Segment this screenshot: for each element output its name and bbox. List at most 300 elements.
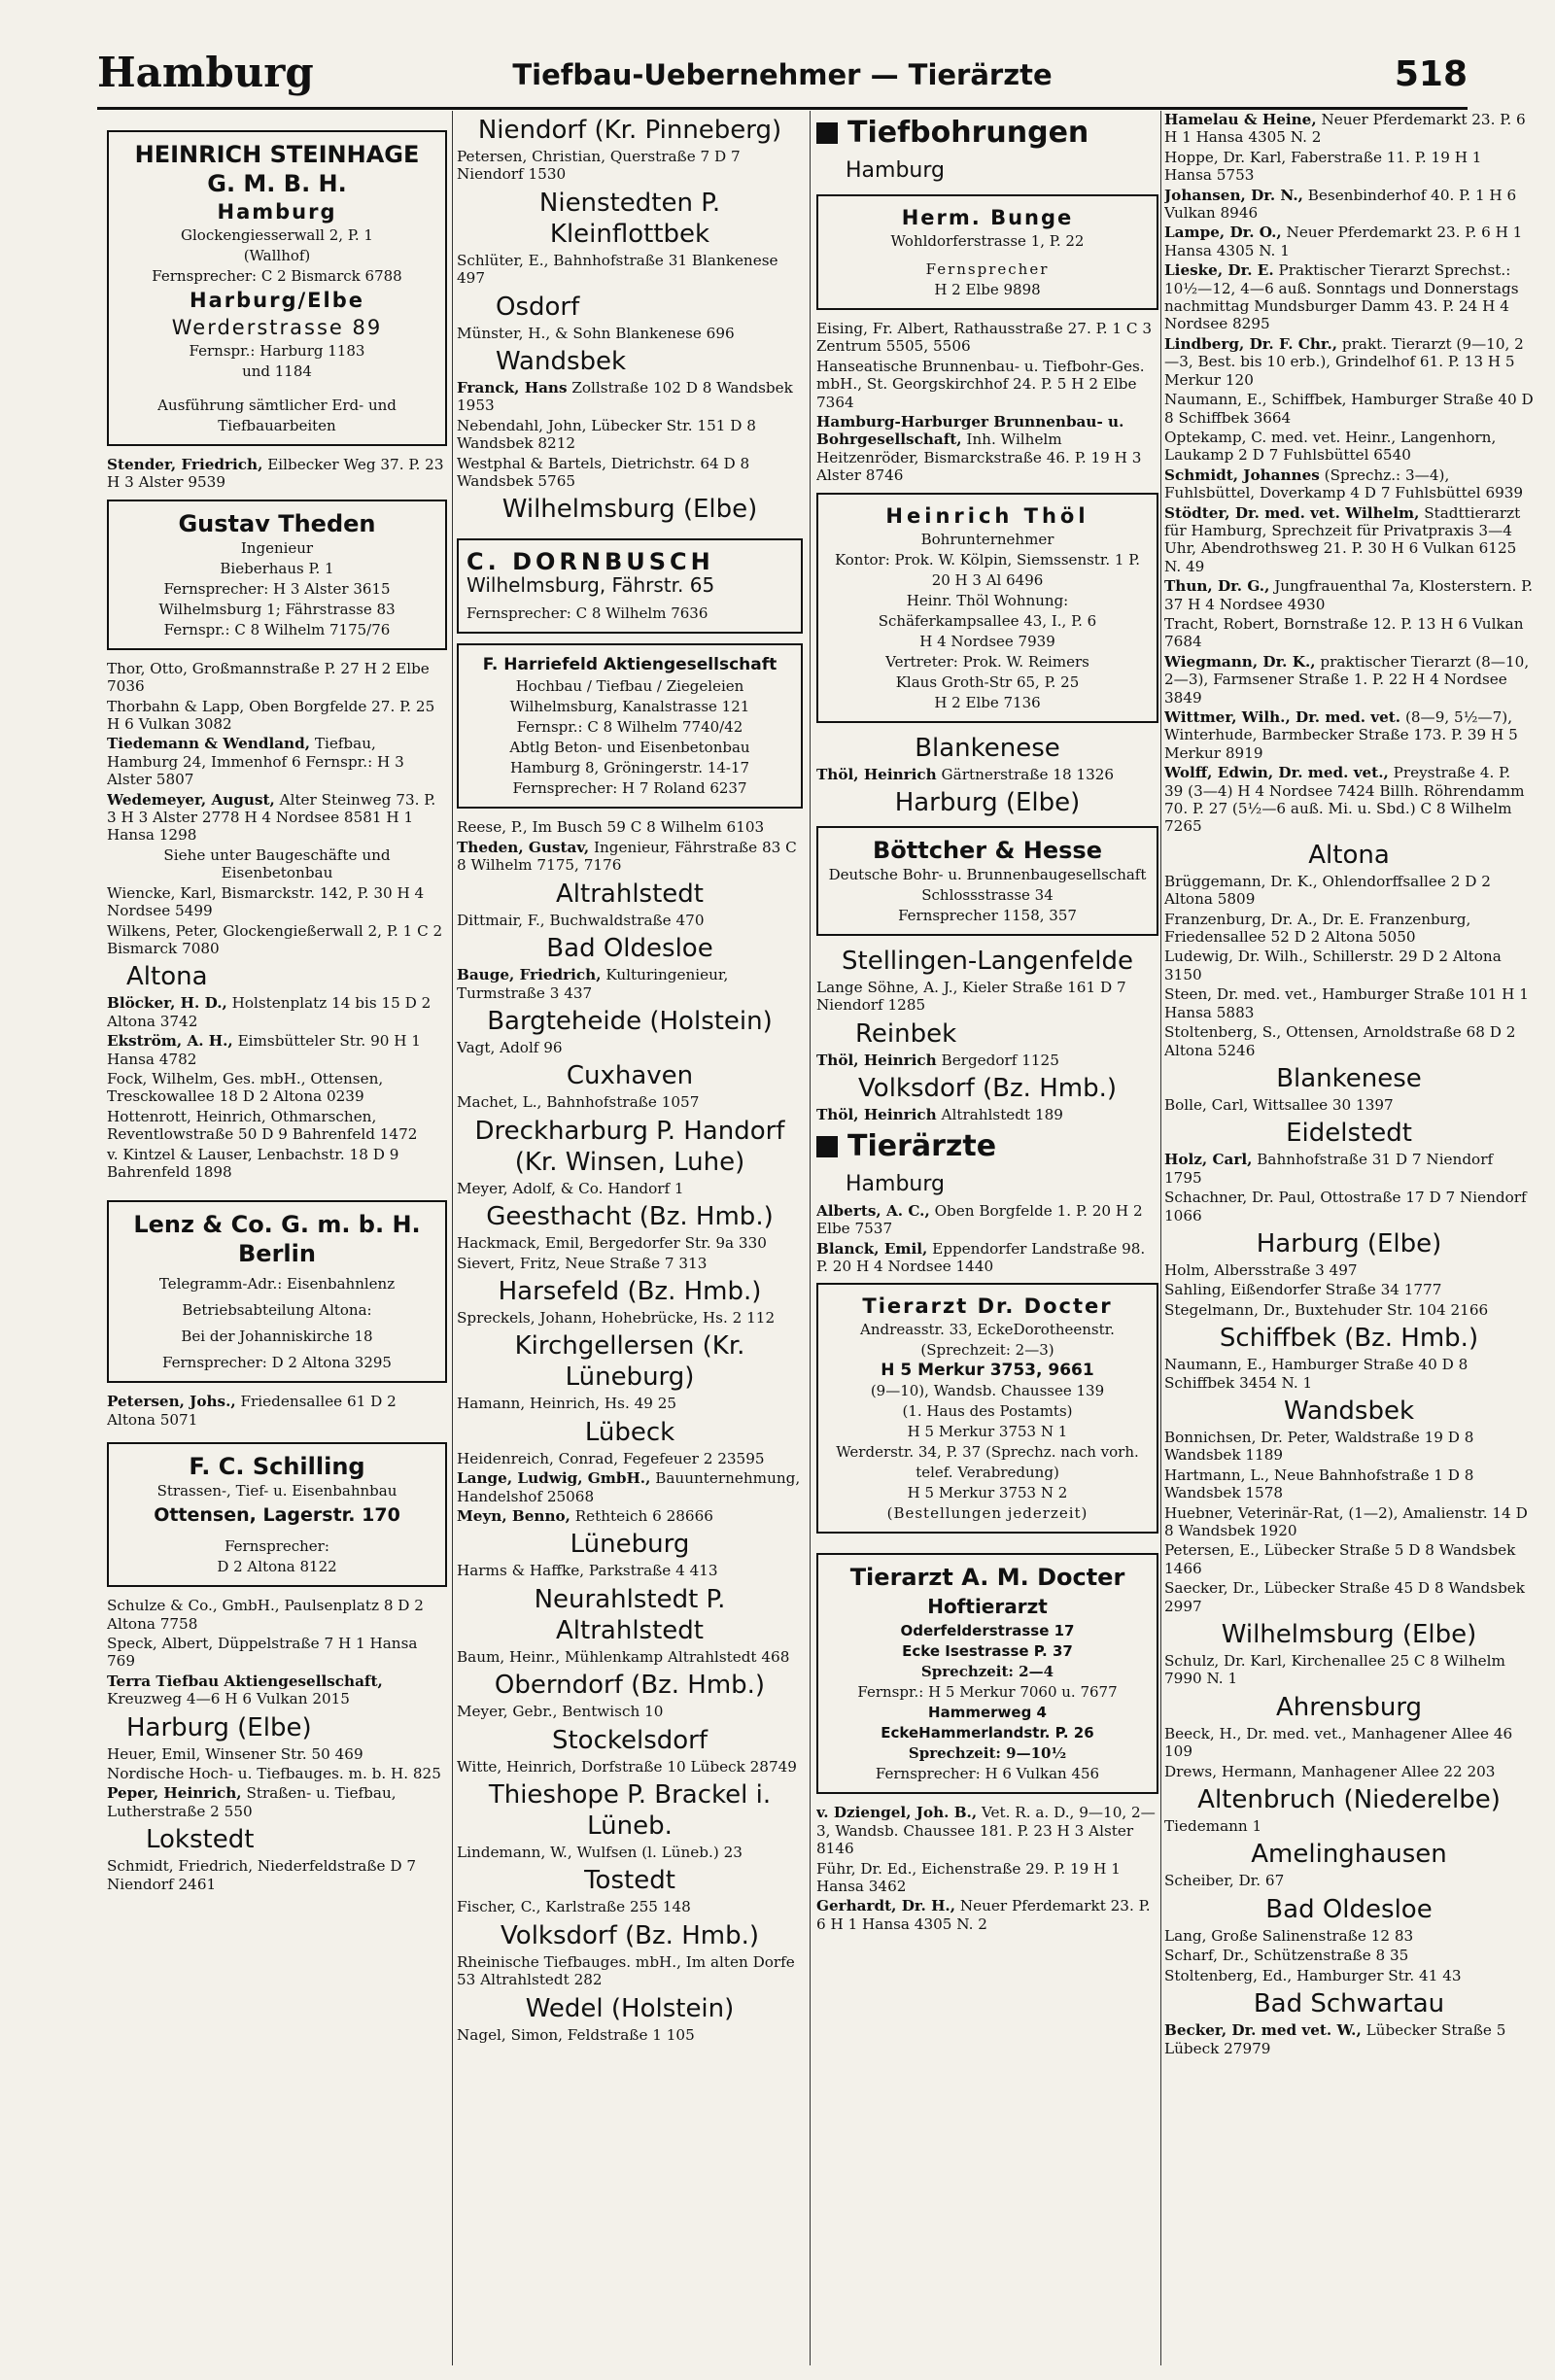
section-heading: Oberndorf (Bz. Hmb.)	[494, 1671, 766, 1701]
ad-am-docter	[816, 1553, 1158, 1794]
ad-steinhage	[107, 130, 447, 446]
ad-title: Tierarzt Dr. Docter	[862, 1294, 1113, 1319]
entry-name: Petersen, Johs.,	[107, 1393, 236, 1411]
ad-title: Lenz & Co. G. m. b. H.	[133, 1211, 421, 1239]
entry-detail: prakt. Tierarzt (9—10, 2—3, Best. bis 10 erb.), Grindelhof 61. P. 13 H 5 Merkur 120	[1164, 334, 1524, 389]
section-heading: Tostedt	[584, 1866, 675, 1896]
entry: Thor, Otto, Großmannstraße P. 27 H 2 Elbe 7036	[107, 659, 430, 696]
entry: Wiencke, Karl, Bismarckstr. 142, P. 30 H 4 Nordsee 5499	[107, 883, 425, 920]
entry: Siehe unter Baugeschäfte und Eisenbetonbau	[163, 845, 391, 882]
column-2	[457, 111, 803, 2365]
entry-detail: (8—9, 5½—7), Winterhude, Barmbecker Straße 173. P. 39 H 5 Merkur 8919	[1164, 708, 1518, 762]
column-1	[107, 111, 447, 2365]
section-heading: Volksdorf (Bz. Hmb.)	[858, 1074, 1117, 1104]
entry	[816, 1804, 1158, 1857]
ad-text: Hochbau / Tiefbau / Ziegeleien	[515, 677, 744, 696]
ad-phone: Fernsprecher: C 2 Bismarck 6788	[152, 267, 402, 285]
entry	[816, 1202, 1158, 1238]
ad-address: Wilhelmsburg, Kanalstrasse 121	[509, 698, 750, 716]
entry: Ludewig, Dr. Wilh., Schillerstr. 29 D 2 Altona 3150	[1164, 948, 1502, 983]
entry-detail: Stadttierarzt für Hamburg, Sprechzeit für Privatpraxis 3—4 Uhr, Abendrothsweg 21. P. 30 H 6 Vulkan 6125 N. 49	[1164, 503, 1521, 575]
entry-detail: Eimsbütteler Str. 90 H 1 Hansa 4782	[107, 1032, 421, 1068]
entry: Hanseatische Brunnenbau- u. Tiefbohr-Ges. mbH., St. Georgskirchhof 24. P. 5 H 2 Elbe 7364	[816, 357, 1145, 411]
section-heading: Hamburg	[846, 158, 945, 183]
ad-phone: H 5 Merkur 3753, 9661	[881, 1361, 1094, 1381]
entry	[107, 1032, 447, 1068]
ad-title: F. Harriefeld Aktiengesellschaft	[482, 655, 778, 675]
entry-detail: Neuer Pferdemarkt 23. P. 6 H 1 Hansa 4305 N. 2	[1164, 111, 1526, 147]
entry-name: Hamburg-Harburger Brunnenbau- u. Bohrgesellschaft,	[816, 413, 1124, 449]
entry: Naumann, E., Schiffbek, Hamburger Straße 40 D 8 Schiffbek 3664	[1164, 391, 1534, 427]
section-heading: Reinbek	[855, 1018, 957, 1049]
entry: Sievert, Fritz, Neue Straße 7 313	[457, 1254, 708, 1272]
entry: Lange Söhne, A. J., Kieler Straße 161 D 7 Niendorf 1285	[816, 979, 1126, 1015]
entry-detail: Bergedorf 1125	[941, 1051, 1059, 1069]
section-heading: Altona	[126, 962, 208, 992]
entry-name: Peper, Heinrich,	[107, 1784, 242, 1803]
entry-detail: Holstenplatz 14 bis 15 D 2 Altona 3742	[107, 994, 432, 1030]
entry-name: Wiegmann, Dr. K.,	[1164, 652, 1316, 671]
ad-text: Vertreter: Prok. W. Reimers	[885, 652, 1089, 671]
ad-address: Hamburg 8, Gröningerstr. 14-17	[509, 759, 750, 777]
entry-detail: Alter Steinweg 73. P. 3 H 3 Alster 2778 H 4 Nordsee 8581 H 1 Hansa 1298	[107, 790, 436, 845]
section-heading: Blankenese	[915, 733, 1060, 763]
ad-title: HEINRICH STEINHAGE	[134, 141, 420, 168]
entry-name: Hamelau & Heine,	[1164, 111, 1317, 128]
ad-address: Werderstr. 34, P. 37 (Sprechz. nach vorh. telef. Verabredung)	[836, 1443, 1139, 1482]
column-3	[816, 111, 1158, 2365]
ad-title: Böttcher & Hesse	[872, 837, 1102, 865]
section-heading: Wedel (Holstein)	[525, 1993, 735, 2023]
ad-address: (9—10), Wandsb. Chaussee 139	[870, 1382, 1105, 1400]
entry: v. Kintzel & Lauser, Lenbachstr. 18 D 9 Bahrenfeld 1898	[107, 1145, 399, 1181]
ad-address: Wilhelmsburg 1; Fährstrasse 83	[158, 600, 396, 618]
section-heading: Dreckharburg P. Handorf (Kr. Winsen, Luhe)	[474, 1116, 785, 1177]
ad-address: Oderfelderstrasse 17	[900, 1622, 1075, 1640]
entry-detail: Kulturingenieur, Turmstraße 3 437	[457, 966, 729, 1002]
entry	[107, 1393, 447, 1429]
entry	[816, 1240, 1158, 1276]
entry: Meyer, Adolf, & Co. Handorf 1	[457, 1179, 684, 1197]
section-heading: Kirchgellersen (Kr. Lüneburg)	[514, 1331, 745, 1393]
entry: Drews, Hermann, Manhagener Allee 22 203	[1164, 1762, 1496, 1780]
entry	[816, 1052, 1158, 1069]
entry: Hottenrott, Heinrich, Othmarschen, Reventlowstraße 50 D 9 Bahrenfeld 1472	[107, 1107, 418, 1144]
entry	[816, 1897, 1158, 1933]
entry: Spreckels, Johann, Hohebrücke, Hs. 2 112	[457, 1308, 776, 1327]
entry: Meyer, Gebr., Bentwisch 10	[457, 1703, 664, 1721]
entry: Nordische Hoch- u. Tiefbauges. m. b. H. 825	[107, 1765, 441, 1783]
entry: Speck, Albert, Düppelstraße 7 H 1 Hansa 769	[107, 1635, 418, 1671]
ad-title: Herm. Bunge	[901, 206, 1074, 229]
entry	[1164, 111, 1534, 147]
ad-address: Andreasstr. 33, EckeDorotheenstr.	[860, 1321, 1115, 1339]
entry-name: Lange, Ludwig, GmbH.,	[457, 1469, 651, 1488]
entry-name: Tiedemann & Wendland,	[107, 735, 310, 753]
ad-thoel	[816, 493, 1158, 723]
entry	[1164, 2021, 1534, 2057]
entry-name: Stödter, Dr. med. vet. Wilhelm,	[1164, 503, 1420, 522]
ad-address: Kontor: Prok. W. Kölpin, Siemssenstr. 1 P. 20 H 3 Al 6496	[834, 550, 1141, 589]
entry: Saecker, Dr., Lübecker Straße 45 D 8 Wandsbek 2997	[1164, 1579, 1525, 1615]
ad-boettcher-hesse	[816, 826, 1158, 936]
ad-subtitle: Ingenieur	[240, 538, 314, 557]
ad-text: Telegramm-Adr.: Eisenbahnlenz	[158, 1275, 396, 1293]
ad-text: Fernsprecher:	[225, 1537, 329, 1556]
entry: Bolle, Carl, Wittsallee 30 1397	[1164, 1095, 1394, 1114]
category-title: Tiefbohrungen	[847, 116, 1089, 150]
entry-name: Lampe, Dr. O.,	[1164, 224, 1282, 242]
entry-detail: Tiefbau, Hamburg 24, Immenhof 6 Fernspr.: H 3 Alster 5807	[107, 735, 404, 789]
entry	[1164, 1151, 1534, 1187]
entry	[1164, 335, 1534, 389]
ad-phone: Fernsprecher: D 2 Altona 3295	[162, 1354, 392, 1372]
header-title: Tiefbau-Uebernehmer — Tierärzte	[512, 58, 1053, 91]
entry	[457, 839, 803, 875]
section-heading: Altona	[1308, 840, 1390, 870]
entry-detail: praktischer Tierarzt (8—10, 2—3), Farmsener Straße 1. P. 22 H 4 Nordsee 3849	[1164, 652, 1530, 707]
entry: Eising, Fr. Albert, Rathausstraße 27. P. 1 C 3 Zentrum 5505, 5506	[816, 320, 1152, 356]
section-heading: Ahrensburg	[1275, 1692, 1423, 1722]
ad-text: Heinr. Thöl Wohnung:	[906, 591, 1069, 609]
entry: Hartmann, L., Neue Bahnhofstraße 1 D 8 Wandsbek 1578	[1164, 1466, 1474, 1502]
ad-title: Gustav Theden	[178, 509, 376, 537]
entry	[816, 766, 1158, 783]
ad-subtitle: Bohrunternehmer	[920, 530, 1054, 548]
ad-phone: Fernspr.: Harburg 1183	[189, 342, 365, 360]
entry: Nagel, Simon, Feldstraße 1 105	[457, 2025, 695, 2044]
entry-detail: Bahnhofstraße 31 D 7 Niendorf 1795	[1164, 1151, 1494, 1187]
entry: Fischer, C., Karlstraße 255 148	[457, 1898, 691, 1916]
entry	[1164, 504, 1534, 576]
entry: Schlüter, E., Bahnhofstraße 31 Blankenese 497	[457, 251, 778, 288]
entry: Vagt, Adolf 96	[457, 1038, 563, 1056]
entry-name: Johansen, Dr. N.,	[1164, 186, 1303, 204]
entry	[457, 379, 803, 415]
ad-phone: und 1184	[242, 362, 312, 380]
entry-name: Schmidt, Johannes	[1164, 466, 1320, 484]
entry: Holm, Albersstraße 3 497	[1164, 1260, 1358, 1279]
entry-detail: Vet. R. a. D., 9—10, 2—3, Wandsb. Chaussee 181. P. 23 H 3 Alster 8146	[816, 1804, 1156, 1858]
entry-detail: Inh. Wilhelm Heitzenröder, Bismarckstraße 46. P. 19 H 3 Alster 8746	[816, 431, 1142, 485]
ad-city: Hamburg	[217, 200, 337, 224]
entry-detail: Friedensallee 61 D 2 Altona 5071	[107, 1393, 397, 1429]
ad-address: Ecke Isestrasse P. 37	[902, 1642, 1073, 1661]
entry: Dittmair, F., Buchwaldstraße 470	[457, 911, 705, 929]
header-city: Hamburg	[97, 49, 314, 96]
entry: Heuer, Emil, Winsener Str. 50 469	[107, 1744, 363, 1763]
ad-bunge	[816, 194, 1158, 310]
entry: Petersen, E., Lübecker Straße 5 D 8 Wandsbek 1466	[1164, 1541, 1516, 1577]
section-heading: Altrahlstedt	[556, 879, 704, 909]
column-divider	[810, 111, 811, 2365]
ad-subtitle: G. M. B. H.	[207, 170, 347, 197]
ad-text: Sprechzeit: 9—10½	[908, 1744, 1067, 1763]
section-heading: Harburg (Elbe)	[126, 1712, 312, 1742]
ad-phone: H 2 Elbe 9898	[934, 281, 1041, 298]
ad-address: Glockengiesserwall 2, P. 1	[181, 226, 373, 244]
entry: Scheiber, Dr. 67	[1164, 1872, 1285, 1890]
ad-dornbusch	[457, 538, 803, 634]
section-heading: Blankenese	[1276, 1063, 1422, 1093]
entry-name: Blöcker, H. D.,	[107, 994, 227, 1013]
entry-name: Theden, Gustav,	[457, 838, 590, 856]
entry: Tiedemann 1	[1164, 1817, 1262, 1836]
ad-phone: H 2 Elbe 7136	[934, 693, 1041, 711]
entry: Nebendahl, John, Lübecker Str. 151 D 8 Wandsbek 8212	[457, 416, 756, 453]
ad-phone: Fernsprecher 1158, 357	[898, 907, 1077, 925]
entry: Witte, Heinrich, Dorfstraße 10 Lübeck 28749	[457, 1757, 797, 1776]
ad-title: Tierarzt A. M. Docter	[849, 1564, 1125, 1592]
section-heading: Eidelstedt	[1286, 1119, 1412, 1149]
entry: Wilkens, Peter, Glockengießerwall 2, P. 1 C 2 Bismarck 7080	[107, 921, 443, 957]
entry-detail: Gärtnerstraße 18 1326	[941, 765, 1115, 783]
entry: Steen, Dr. med. vet., Hamburger Straße 101 H 1 Hansa 5883	[1164, 985, 1529, 1021]
ad-dr-docter	[816, 1283, 1158, 1534]
entry: Huebner, Veterinär-Rat, (1—2), Amalienstr. 14 D 8 Wandsbek 1920	[1164, 1503, 1528, 1539]
ad-address: Hammerweg 4	[928, 1704, 1047, 1722]
ad-phone: H 5 Merkur 3753 N 1	[907, 1423, 1068, 1441]
entry-name: Lindberg, Dr. F. Chr.,	[1164, 334, 1338, 353]
entry	[107, 1784, 447, 1820]
entry-name: Franck, Hans	[457, 379, 568, 397]
section-heading: Stockelsdorf	[551, 1725, 708, 1755]
section-heading: Bad Oldesloe	[1265, 1894, 1433, 1924]
entry: Rheinische Tiefbauges. mbH., Im alten Dorfe 53 Altrahlstedt 282	[457, 1952, 795, 1989]
ad-phone: Fernsprecher: C 8 Wilhelm 7636	[466, 604, 708, 623]
entry	[1164, 708, 1534, 762]
ad-theden	[107, 500, 447, 650]
entry: Machet, L., Bahnhofstraße 1057	[457, 1093, 700, 1112]
entry: Stoltenberg, S., Ottensen, Arnoldstraße 68 D 2 Altona 5246	[1164, 1023, 1516, 1059]
section-heading: Wandsbek	[496, 347, 627, 377]
entry: Heidenreich, Conrad, Fegefeuer 2 23595	[457, 1449, 765, 1467]
entry: Stoltenberg, Ed., Hamburger Str. 41 43	[1164, 1966, 1462, 1984]
entry-detail: Praktischer Tierarzt Sprechst.: 10½—12, 4—6 auß. Sonntags und Donnerstags nachmittag Mundsburger Damm 43. P. 24 H 4 Nordsee 8295	[1164, 261, 1519, 333]
ad-phone: H 5 Merkur 3753 N 2	[907, 1484, 1068, 1502]
section-heading: Hamburg	[846, 1171, 945, 1196]
entry-name: Thöl, Heinrich	[816, 1051, 937, 1069]
entry-name: v. Dziengel, Joh. B.,	[816, 1804, 978, 1822]
category-title: Tierärzte	[847, 1128, 997, 1163]
section-heading: Niendorf (Kr. Pinneberg)	[477, 116, 782, 145]
entry: Brüggemann, Dr. K., Ohlendorffsallee 2 D 2 Altona 5809	[1164, 872, 1491, 909]
ad-lenz	[107, 1200, 447, 1383]
ad-address: Schlossstrasse 34	[921, 886, 1054, 905]
section-heading: Osdorf	[496, 292, 580, 322]
section-heading: Altenbruch (Niederelbe)	[1197, 1785, 1501, 1815]
entry-name: Stender, Friedrich,	[107, 456, 263, 473]
entry: Führ, Dr. Ed., Eichenstraße 29. P. 19 H 1 Hansa 3462	[816, 1859, 1121, 1895]
entry-detail: Neuer Pferdemarkt 23. P. 6 H 1 Hansa 4305 N. 1	[1164, 224, 1523, 259]
entry-name: Ekström, A. H.,	[107, 1032, 233, 1051]
entry: Optekamp, C. med. vet. Heinr., Langenhorn, Laukamp 2 D 7 Fuhlsbüttel 6540	[1164, 428, 1497, 465]
section-heading: Wandsbek	[1283, 1396, 1415, 1426]
entry: Franzenburg, Dr. A., Dr. E. Franzenburg, Friedensallee 52 D 2 Altona 5050	[1164, 910, 1471, 947]
entry-detail: Rethteich 6 28666	[574, 1506, 713, 1525]
ad-address: Werderstrasse 89	[171, 316, 383, 339]
section-heading: Geesthacht (Bz. Hmb.)	[486, 1202, 774, 1232]
page-header	[97, 49, 1468, 102]
page-number: 518	[1394, 54, 1468, 94]
entry-name: Gerhardt, Dr. H.,	[816, 1897, 956, 1915]
ad-title: F. C. Schilling	[189, 1453, 365, 1481]
entry: Schulz, Dr. Karl, Kirchenallee 25 C 8 Wilhelm 7990 N. 1	[1164, 1652, 1505, 1688]
ad-subtitle: Hoftierarzt	[927, 1595, 1048, 1619]
ad-text: (Wallhof)	[243, 247, 311, 264]
entry	[1164, 261, 1534, 333]
entry-detail: Bauunternehmung, Handelshof 25068	[457, 1469, 801, 1505]
section-heading: Stellingen-Langenfelde	[842, 947, 1133, 977]
entry-detail: (Sprechz.: 3—4), Fuhlsbüttel, Doverkamp 4 D 7 Fuhlsbüttel 6939	[1164, 466, 1524, 502]
column-4	[1164, 111, 1534, 2365]
entry-name: Becker, Dr. med vet. W.,	[1164, 2021, 1362, 2040]
entry-name: Meyn, Benno,	[457, 1506, 570, 1525]
entry-name: Terra Tiefbau Aktiengesellschaft,	[107, 1672, 383, 1690]
square-bullet-icon	[816, 122, 838, 144]
entry: Scharf, Dr., Schützenstraße 8 35	[1164, 1947, 1409, 1965]
ad-phone: Fernspr.: C 8 Wilhelm 7175/76	[163, 620, 391, 638]
section-heading: Nienstedten P. Kleinflottbek	[538, 188, 721, 249]
entry-name: Bauge, Friedrich,	[457, 966, 602, 984]
category-heading	[816, 1128, 1158, 1165]
ad-address: Schäferkampsallee 43, I., P. 6	[878, 611, 1097, 630]
ad-phone: H 4 Nordsee 7939	[919, 632, 1055, 650]
entry-name: Blanck, Emil,	[816, 1239, 928, 1258]
entry	[107, 1673, 447, 1708]
ad-title: Heinrich Thöl	[885, 503, 1089, 528]
entry-detail: Zollstraße 102 D 8 Wandsbek 1953	[457, 379, 793, 415]
entry	[457, 1507, 803, 1525]
ad-address: EckeHammerlandstr. P. 26	[881, 1724, 1094, 1742]
entry-detail: Lübecker Straße 5 Lübeck 27979	[1164, 2021, 1506, 2057]
ad-address: Bei der Johanniskirche 18	[181, 1328, 373, 1346]
section-heading: Lokstedt	[146, 1825, 255, 1855]
entry-detail: Altrahlstedt 189	[941, 1106, 1063, 1124]
ad-address: Wilhelmsburg, Fährstr. 65	[466, 573, 715, 598]
ad-harriefeld	[457, 643, 803, 809]
ad-text: Fernsprecher	[925, 260, 1050, 278]
ad-text: Sprechzeit: 2—4	[920, 1663, 1054, 1681]
entry-detail: Ingenieur, Fährstraße 83 C 8 Wilhelm 7175, 7176	[457, 838, 797, 875]
ad-city: Harburg/Elbe	[190, 289, 364, 312]
ad-phone: Fernsprecher: H 3 Alster 3615	[163, 579, 391, 598]
entry	[107, 994, 447, 1030]
ad-address: Klaus Groth-Str 65, P. 25	[895, 673, 1080, 691]
ad-address: Ottensen, Lagerstr. 170	[154, 1504, 400, 1527]
entry: Harms & Haffke, Parkstraße 4 413	[457, 1562, 718, 1580]
entry-name: Wittmer, Wilh., Dr. med. vet.	[1164, 708, 1401, 726]
section-heading: Harburg (Elbe)	[1256, 1228, 1442, 1259]
entry	[1164, 577, 1534, 613]
entry: Münster, H., & Sohn Blankenese 696	[457, 324, 735, 342]
ad-text: (Sprechzeit: 2—3)	[920, 1341, 1054, 1360]
entry	[107, 791, 447, 845]
entry	[107, 735, 447, 788]
entry	[816, 1106, 1158, 1123]
entry-name: Thöl, Heinrich	[816, 1106, 937, 1124]
entry: Fock, Wilhelm, Ges. mbH., Ottensen, Tresckowallee 18 D 2 Altona 0239	[107, 1069, 384, 1106]
section-heading: Amelinghausen	[1251, 1840, 1447, 1870]
entry	[107, 456, 447, 492]
ad-city: Berlin	[238, 1240, 316, 1268]
entry-detail: Oben Borgfelde 1. P. 20 H 2 Elbe 7537	[816, 1201, 1143, 1238]
entry	[1164, 187, 1534, 223]
entry: Naumann, E., Hamburger Straße 40 D 8 Schiffbek 3454 N. 1	[1164, 1356, 1469, 1392]
section-heading: Wilhelmsburg (Elbe)	[501, 495, 758, 525]
ad-address: Bieberhaus P. 1	[220, 559, 334, 577]
ad-phone: Fernsprecher: H 7 Roland 6237	[512, 779, 747, 798]
section-heading: Wilhelmsburg (Elbe)	[1221, 1620, 1477, 1650]
entry: Schachner, Dr. Paul, Ottostraße 17 D 7 Niendorf 1066	[1164, 1189, 1527, 1224]
section-heading: Harsefeld (Bz. Hmb.)	[498, 1276, 762, 1306]
section-heading: Thieshope P. Brackel i. Lüneb.	[488, 1780, 772, 1841]
entry: Baum, Heinr., Mühlenkamp Altrahlstedt 468	[457, 1647, 790, 1666]
entry: Westphal & Bartels, Dietrichstr. 64 D 8 Wandsbek 5765	[457, 454, 750, 491]
ad-subtitle: Deutsche Bohr- u. Brunnenbaugesellschaft	[828, 866, 1147, 884]
ad-text: Abtlg Beton- und Eisenbetonbau	[509, 739, 750, 757]
entry: Stegelmann, Dr., Buxtehuder Str. 104 2166	[1164, 1300, 1489, 1319]
section-heading: Schiffbek (Bz. Hmb.)	[1219, 1324, 1479, 1354]
entry	[1164, 653, 1534, 707]
entry-detail: Kreuzweg 4—6 H 6 Vulkan 2015	[107, 1690, 350, 1708]
ad-address: Wohldorferstrasse 1, P. 22	[890, 232, 1085, 250]
entry-name: Alberts, A. C.,	[816, 1201, 930, 1220]
square-bullet-icon	[816, 1136, 838, 1157]
entry: Petersen, Christian, Querstraße 7 D 7 Niendorf 1530	[457, 148, 741, 184]
header-rule	[97, 107, 1468, 110]
ad-phone: D 2 Altona 8122	[217, 1558, 337, 1576]
ad-text: (Bestellungen jederzeit)	[886, 1504, 1088, 1523]
column-divider	[452, 111, 453, 2365]
ad-phone: Fernspr.: C 8 Wilhelm 7740/42	[516, 718, 743, 737]
entry	[1164, 764, 1534, 836]
ad-phone: Fernsprecher: H 6 Vulkan 456	[875, 1765, 1100, 1783]
entry-name: Lieske, Dr. E.	[1164, 261, 1274, 280]
ad-text: (1. Haus des Postamts)	[902, 1402, 1073, 1421]
entry: Hamann, Heinrich, Hs. 49 25	[457, 1395, 677, 1413]
entry: Schulze & Co., GmbH., Paulsenplatz 8 D 2 Altona 7758	[107, 1597, 424, 1633]
section-heading: Lüneburg	[570, 1530, 690, 1560]
entry	[457, 1469, 803, 1505]
section-heading: Bargteheide (Holstein)	[487, 1006, 773, 1036]
ad-schilling	[107, 1442, 447, 1587]
section-heading: Volksdorf (Bz. Hmb.)	[501, 1920, 759, 1950]
entry: Lang, Große Salinenstraße 12 83	[1164, 1926, 1414, 1945]
entry: Hoppe, Dr. Karl, Faberstraße 11. P. 19 H 1 Hansa 5753	[1164, 148, 1482, 185]
entry	[1164, 224, 1534, 259]
entry-name: Thöl, Heinrich	[816, 765, 937, 783]
section-heading: Neurahlstedt P. Altrahlstedt	[534, 1584, 726, 1645]
entry	[816, 413, 1158, 485]
entry: Reese, P., Im Busch 59 C 8 Wilhelm 6103	[457, 818, 765, 837]
section-heading: Lübeck	[584, 1417, 675, 1447]
entry-detail: Eilbecker Weg 37. P. 23 H 3 Alster 9539	[107, 456, 444, 492]
ad-text: Strassen-, Tief- u. Eisenbahnbau	[156, 1482, 397, 1500]
entry-detail: Straßen- u. Tiefbau, Lutherstraße 2 550	[107, 1784, 397, 1820]
entry-name: Wedemeyer, August,	[107, 790, 275, 809]
entry-detail: Eppendorfer Landstraße 98. P. 20 H 4 Nordsee 1440	[816, 1239, 1146, 1275]
entry-name: Wolff, Edwin, Dr. med. vet.,	[1164, 764, 1389, 782]
entry: Hackmack, Emil, Bergedorfer Str. 9a 330	[457, 1234, 767, 1253]
entry-detail: Besenbinderhof 40. P. 1 H 6 Vulkan 8946	[1164, 186, 1517, 223]
section-heading: Bad Schwartau	[1253, 1989, 1445, 2019]
ad-phone: Fernspr.: H 5 Merkur 7060 u. 7677	[857, 1683, 1118, 1702]
category-heading	[816, 115, 1158, 152]
entry: Beeck, H., Dr. med. vet., Manhagener Allee 46 109	[1164, 1724, 1513, 1761]
entry-detail: Jungfrauenthal 7a, Klosterstern. P. 37 H 4 Nordsee 4930	[1164, 577, 1534, 613]
entry-detail: Preystraße 4. P. 39 (3—4) H 4 Nordsee 7424 Billh. Röhrendamm 70. P. 27 (5½—6 auß. Mi. u. Sbd.) C 8 Wilhelm 7265	[1164, 764, 1525, 836]
